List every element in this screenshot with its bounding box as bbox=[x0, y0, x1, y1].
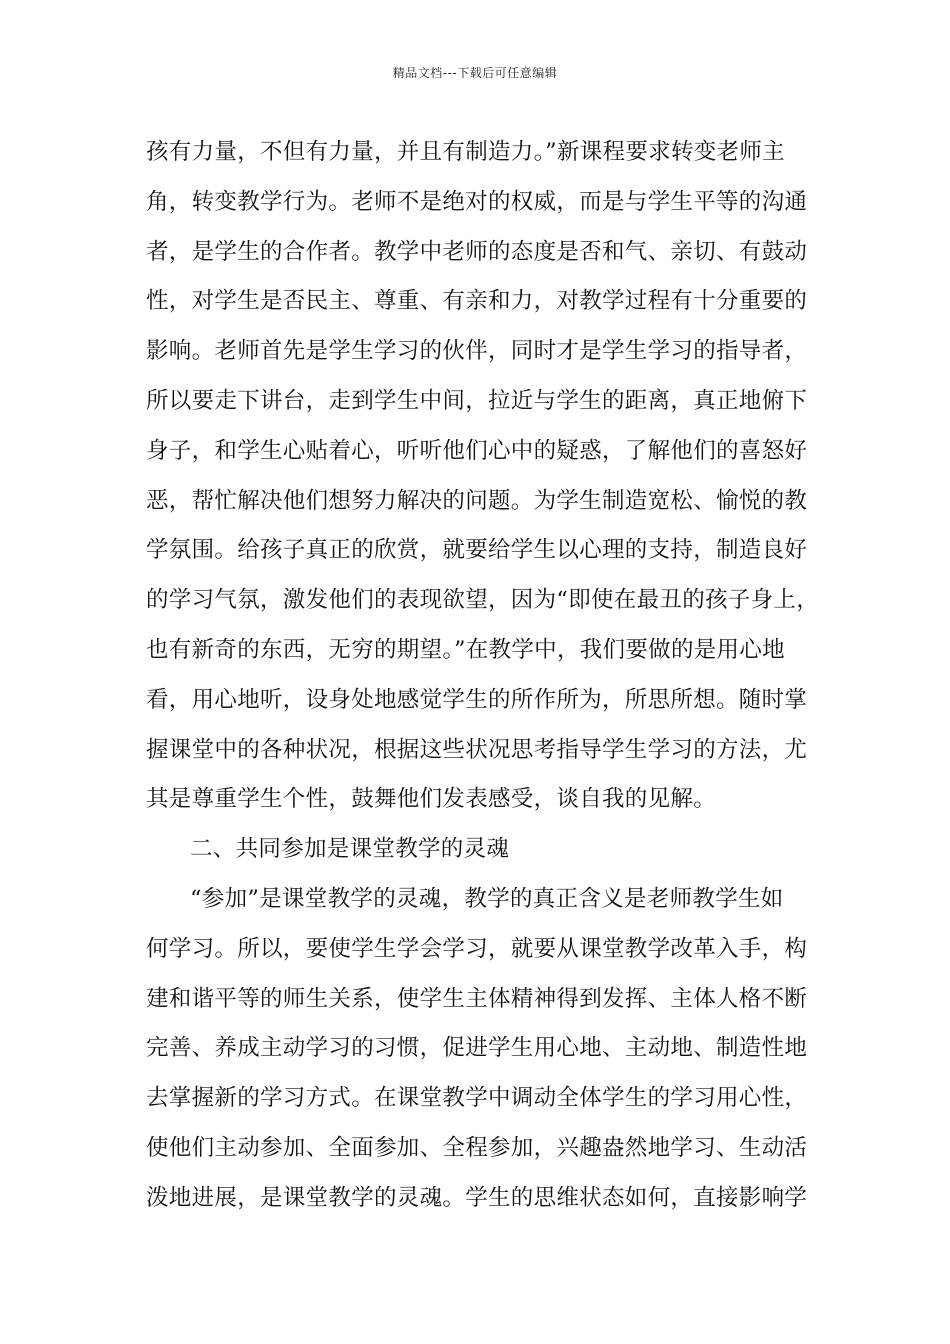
page-header: 精品文档---下载后可任意编辑 bbox=[392, 66, 558, 80]
text-line: 握课堂中的各种状况，根据这些状况思考指导学生学习的方法，尤 bbox=[146, 736, 808, 763]
text-line: 去掌握新的学习方式。在课堂教学中调动全体学生的学习用心性， bbox=[146, 1085, 808, 1112]
text-line: 学氛围。给孩子真正的欣赏，就要给学生以心理的支持，制造良好 bbox=[146, 537, 808, 564]
text-line: 孩有力量，不但有力量，并且有制造力。”新课程要求转变老师主 bbox=[146, 139, 785, 165]
text-line: 角，转变教学行为。老师不是绝对的权威，而是与学生平等的沟通 bbox=[146, 188, 808, 215]
text-line: 何学习。所以，要使学生学会学习，就要从课堂教学改革入手，构 bbox=[146, 935, 808, 962]
text-line: 完善、养成主动学习的习惯，促进学生用心地、主动地、制造性地 bbox=[146, 1035, 808, 1062]
text-line: 使他们主动参加、全面参加、全程参加，兴趣盎然地学习、生动活 bbox=[146, 1134, 808, 1161]
text-line: 所以要走下讲台，走到学生中间，拉近与学生的距离，真正地俯下 bbox=[146, 387, 808, 414]
text-line: 影响。老师首先是学生学习的伙伴，同时才是学生学习的指导者， bbox=[146, 338, 808, 365]
text-line: 看，用心地听，设身处地感觉学生的所作所为，所思所想。随时掌 bbox=[146, 686, 808, 713]
text-line: 身子，和学生心贴着心，听听他们心中的疑惑，了解他们的喜怒好 bbox=[146, 437, 808, 464]
text-line: 者，是学生的合作者。教学中老师的态度是否和气、亲切、有鼓动 bbox=[146, 238, 808, 265]
text-line: 恶，帮忙解决他们想努力解决的问题。为学生制造宽松、愉悦的教 bbox=[146, 487, 808, 514]
text-line: 的学习气氛，激发他们的表现欲望，因为“即使在最丑的孩子身上， bbox=[146, 587, 820, 614]
text-line: “参加”是课堂教学的灵魂，教学的真正含义是老师教学生如 bbox=[190, 885, 784, 912]
text-line: 也有新奇的东西，无穷的期望。”在教学中，我们要做的是用心地 bbox=[146, 636, 785, 663]
text-line: 其是尊重学生个性，鼓舞他们发表感受，谈自我的见解。 bbox=[146, 786, 717, 813]
text-line: 泼地进展，是课堂教学的灵魂。学生的思维状态如何，直接影响学 bbox=[146, 1184, 808, 1211]
text-line: 建和谐平等的师生关系，使学生主体精神得到发挥、主体人格不断 bbox=[146, 985, 808, 1012]
text-line: 性，对学生是否民主、尊重、有亲和力，对教学过程有十分重要的 bbox=[146, 288, 808, 315]
section-heading: 二、共同参加是课堂教学的灵魂 bbox=[190, 836, 510, 863]
body-text bbox=[146, 134, 820, 1230]
